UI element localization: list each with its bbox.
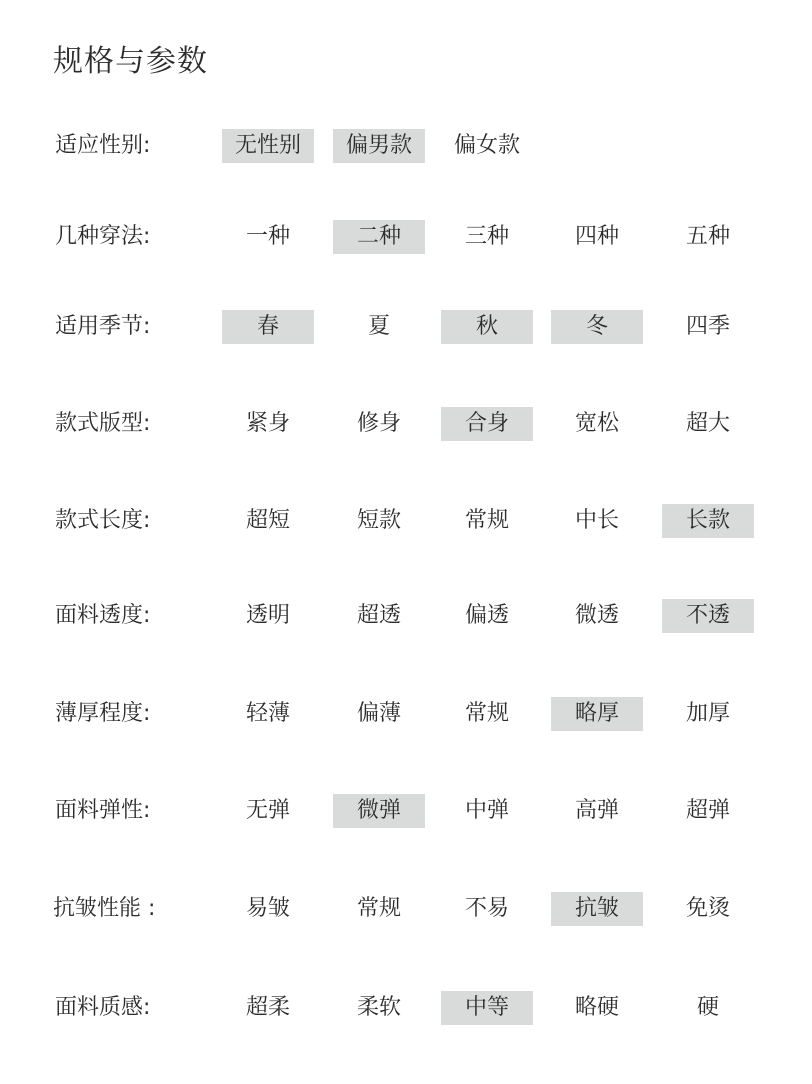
option-tag[interactable]: 柔软 [356, 995, 401, 1020]
option-tag[interactable]: 超弹 [685, 798, 730, 823]
option-tag[interactable]: 偏透 [464, 603, 509, 628]
spec-row-elasticity [0, 793, 812, 829]
option-tag[interactable]: 超柔 [245, 995, 290, 1020]
spec-label: 薄厚程度: [55, 701, 151, 726]
option-tag[interactable]: 高弹 [574, 798, 619, 823]
option-tag[interactable]: 微透 [574, 603, 619, 628]
option-tag[interactable]: 超大 [685, 411, 730, 436]
option-tag[interactable]: 加厚 [685, 701, 730, 726]
option-tag[interactable]: 不透 [662, 599, 754, 633]
option-tag[interactable]: 夏 [367, 314, 390, 339]
option-tag[interactable]: 不易 [464, 896, 509, 921]
option-tag[interactable]: 轻薄 [245, 701, 290, 726]
spec-label: 几种穿法: [55, 224, 151, 249]
option-tag[interactable]: 修身 [356, 411, 401, 436]
page-title: 规格与参数 [53, 44, 208, 79]
option-tag[interactable]: 抗皱 [551, 892, 643, 926]
option-tag[interactable]: 宽松 [574, 411, 619, 436]
option-tag[interactable]: 无弹 [245, 798, 290, 823]
option-tag[interactable]: 长款 [662, 504, 754, 538]
option-tag[interactable]: 四种 [574, 224, 619, 249]
spec-label: 面料质感: [55, 995, 151, 1020]
option-tag[interactable]: 二种 [333, 220, 425, 254]
spec-row-transparency [0, 598, 812, 634]
spec-label: 款式版型: [55, 411, 151, 436]
option-tag[interactable]: 略厚 [551, 697, 643, 731]
option-tag[interactable]: 无性别 [222, 129, 314, 163]
option-tag[interactable]: 紧身 [245, 411, 290, 436]
spec-label: 适用季节: [55, 314, 151, 339]
option-tag[interactable]: 易皱 [245, 896, 290, 921]
option-tag[interactable]: 偏女款 [453, 133, 520, 158]
option-tag[interactable]: 冬 [551, 310, 643, 344]
option-tag[interactable]: 超透 [356, 603, 401, 628]
option-tag[interactable]: 一种 [245, 224, 290, 249]
option-tag[interactable]: 偏男款 [333, 129, 425, 163]
spec-row-gender [0, 128, 812, 164]
option-tag[interactable]: 中长 [574, 508, 619, 533]
option-tag[interactable]: 五种 [685, 224, 730, 249]
spec-row-wrinkle-resistance [0, 891, 812, 927]
option-tag[interactable]: 硬 [696, 995, 719, 1020]
spec-row-fit [0, 406, 812, 442]
spec-label: 抗皱性能 : [53, 896, 156, 921]
option-tag[interactable]: 常规 [464, 701, 509, 726]
spec-label: 面料弹性: [55, 798, 151, 823]
option-tag[interactable]: 短款 [356, 508, 401, 533]
spec-row-length [0, 503, 812, 539]
option-tag[interactable]: 秋 [441, 310, 533, 344]
option-tag[interactable]: 免烫 [685, 896, 730, 921]
option-tag[interactable]: 微弹 [333, 794, 425, 828]
spec-label: 款式长度: [55, 508, 151, 533]
option-tag[interactable]: 略硬 [574, 995, 619, 1020]
spec-row-hand-feel [0, 990, 812, 1026]
option-tag[interactable]: 合身 [441, 407, 533, 441]
option-tag[interactable]: 中等 [441, 991, 533, 1025]
option-tag[interactable]: 透明 [245, 603, 290, 628]
option-tag[interactable]: 常规 [356, 896, 401, 921]
option-tag[interactable]: 春 [222, 310, 314, 344]
spec-row-ways-to-wear [0, 219, 812, 255]
option-tag[interactable]: 四季 [685, 314, 730, 339]
spec-label: 适应性别: [55, 133, 151, 158]
spec-row-thickness [0, 696, 812, 732]
option-tag[interactable]: 超短 [245, 508, 290, 533]
option-tag[interactable]: 偏薄 [356, 701, 401, 726]
option-tag[interactable]: 中弹 [464, 798, 509, 823]
spec-label: 面料透度: [55, 603, 151, 628]
spec-row-season [0, 309, 812, 345]
option-tag[interactable]: 三种 [464, 224, 509, 249]
option-tag[interactable]: 常规 [464, 508, 509, 533]
